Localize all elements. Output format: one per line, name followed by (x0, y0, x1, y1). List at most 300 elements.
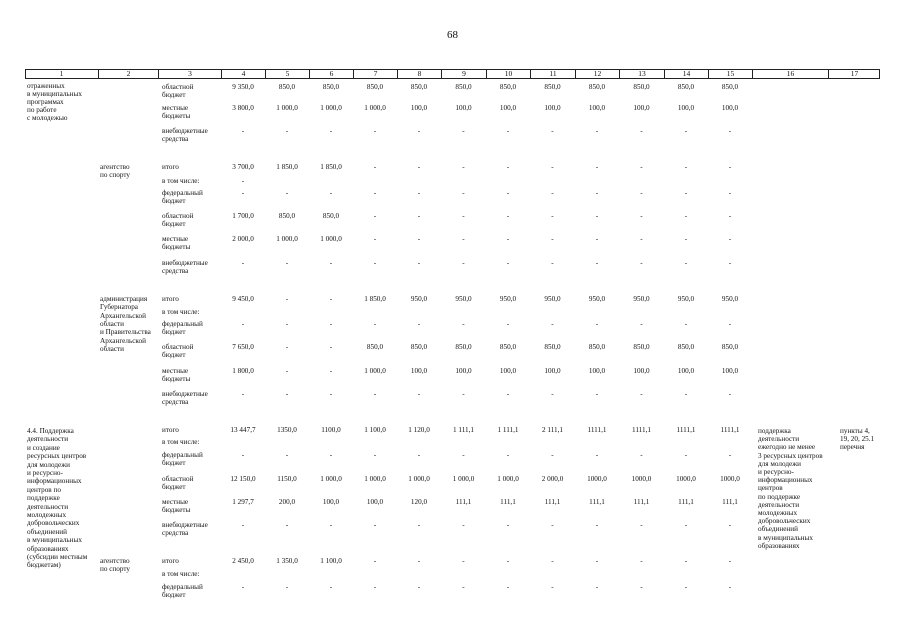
amount-cell: 850,0 (499, 83, 517, 91)
result-description: 3 ресурсных центров (758, 451, 823, 460)
executor-name: по спорту (100, 171, 131, 179)
funding-source: итого (162, 295, 179, 303)
amount-cell: 3 800,0 (232, 104, 254, 112)
result-description: в муниципальных (758, 533, 813, 542)
activity-name: отраженных (27, 82, 65, 90)
header-cell: 12 (575, 69, 619, 79)
funding-source: итого (162, 163, 179, 171)
funding-source: итого (162, 426, 179, 434)
header-cell: 2 (98, 69, 158, 79)
amount-cell: 111,1 (544, 498, 561, 506)
amount-cell: - (551, 163, 554, 171)
funding-source: областной (162, 475, 194, 483)
amount-cell: - (241, 451, 245, 459)
header-cell: 13 (619, 69, 664, 79)
amount-cell: 850,0 (278, 212, 296, 220)
amount-cell: - (684, 390, 688, 398)
amount-cell: - (551, 127, 554, 135)
amount-cell: - (373, 212, 377, 220)
amount-cell: 1 000,0 (320, 475, 342, 483)
amount-cell: - (462, 583, 465, 591)
amount-cell: - (285, 390, 289, 398)
funding-source: местные (162, 367, 189, 375)
amount-cell: - (462, 451, 465, 459)
funding-source: бюджеты (162, 375, 191, 383)
result-description: по поддержке (758, 492, 801, 501)
funding-source: внебюджетные (162, 127, 208, 135)
amount-cell: - (728, 163, 732, 171)
header-cell: 15 (708, 69, 752, 79)
funding-source: местные (162, 498, 189, 506)
funding-source: местные (162, 235, 189, 243)
activity-name: (субсидии местным (27, 553, 88, 561)
amount-cell: 850,0 (322, 212, 340, 220)
amount-cell: - (373, 451, 377, 459)
header-cell: 8 (397, 69, 441, 79)
amount-cell: - (329, 390, 333, 398)
funding-source: бюджет (162, 351, 186, 359)
amount-cell: - (728, 127, 732, 135)
amount-cell: - (551, 320, 554, 328)
amount-cell: - (506, 189, 510, 197)
amount-cell: 950,0 (544, 295, 561, 303)
amount-cell: - (329, 521, 333, 529)
amount-cell: 850,0 (278, 83, 296, 91)
amount-cell: 1100,0 (321, 426, 341, 434)
amount-cell: 1 850,0 (276, 163, 298, 171)
amount-cell: - (462, 320, 465, 328)
amount-cell: 100,0 (410, 104, 428, 112)
amount-cell: - (684, 127, 688, 135)
amount-cell: 850,0 (499, 343, 517, 351)
activity-name: и ресурсно- (27, 469, 63, 477)
funding-source: бюджет (162, 220, 186, 228)
amount-cell: - (506, 259, 510, 267)
amount-cell: - (417, 557, 421, 565)
amount-cell: 850,0 (455, 83, 472, 91)
amount-cell: 100,0 (721, 104, 739, 112)
amount-cell: - (373, 127, 377, 135)
amount-cell: 950,0 (721, 295, 739, 303)
amount-cell: - (506, 212, 510, 220)
amount-cell: 1000,0 (720, 475, 740, 483)
amount-cell: - (506, 521, 510, 529)
amount-cell: - (241, 521, 245, 529)
amount-cell: - (551, 390, 554, 398)
amount-cell: - (329, 583, 333, 591)
amount-cell: 2 000,0 (541, 475, 564, 483)
amount-cell: 1000,0 (676, 475, 696, 483)
amount-cell: 100,0 (588, 104, 606, 112)
amount-cell: - (551, 189, 554, 197)
amount-cell: - (285, 259, 289, 267)
amount-cell: 1 000,0 (320, 104, 342, 112)
activity-name: по работе (27, 106, 57, 114)
amount-cell: - (595, 451, 599, 459)
amount-cell: - (417, 451, 421, 459)
amount-cell: - (329, 343, 333, 351)
activity-name: 4.4. Поддержка (27, 427, 74, 435)
page-number: 68 (447, 29, 458, 41)
amount-cell: 7 650,0 (232, 343, 254, 351)
amount-cell: 850,0 (633, 343, 650, 351)
funding-source: областной (162, 212, 194, 220)
amount-cell: 1150,0 (277, 475, 297, 483)
funding-source: областной (162, 83, 194, 91)
amount-cell: 950,0 (455, 295, 472, 303)
reference-items: перечня (840, 443, 865, 452)
amount-cell: 950,0 (588, 295, 606, 303)
amount-cell: - (462, 557, 465, 565)
amount-cell: - (417, 189, 421, 197)
header-cell: 7 (353, 69, 397, 79)
funding-source: итого (162, 557, 179, 565)
funding-source: федеральный (162, 189, 203, 197)
executor-name: области (100, 344, 125, 353)
result-description: центров (758, 484, 783, 493)
executor-name: Архангельской (100, 336, 146, 345)
amount-cell: - (462, 127, 465, 135)
amount-cell: - (417, 390, 421, 398)
amount-cell: 9 450,0 (232, 295, 254, 303)
executor-name: области (100, 319, 125, 328)
amount-cell: 100,0 (633, 104, 650, 112)
amount-cell: 850,0 (410, 343, 428, 351)
funding-source: федеральный (162, 451, 203, 459)
amount-cell: 200,0 (278, 498, 296, 506)
activity-name: для молодежи (27, 460, 71, 469)
activity-name: с молодежью (27, 114, 68, 122)
amount-cell: 1 000,0 (364, 104, 386, 112)
amount-cell: - (728, 557, 732, 565)
activity-name: объединений (27, 527, 67, 536)
funding-source: бюджет (162, 591, 186, 599)
activity-name: программах (27, 98, 64, 106)
funding-source: внебюджетные (162, 390, 208, 398)
funding-source: федеральный (162, 583, 203, 591)
activity-name: центров по (27, 485, 61, 494)
amount-cell: - (329, 127, 333, 135)
amount-cell: - (329, 451, 333, 459)
amount-cell: - (595, 320, 599, 328)
amount-cell: - (506, 557, 510, 565)
amount-cell: - (551, 259, 554, 267)
activity-name: деятельности (27, 502, 69, 511)
activity-name: информационных (27, 477, 82, 486)
amount-cell: - (329, 259, 333, 267)
amount-cell: - (506, 127, 510, 135)
executor-name: агентство (100, 557, 130, 565)
amount-cell: - (595, 521, 599, 529)
amount-cell: 1 350,0 (276, 557, 298, 565)
header-cell: 10 (486, 69, 530, 79)
amount-cell: - (684, 259, 688, 267)
amount-cell: - (728, 390, 732, 398)
amount-cell: 850,0 (322, 83, 340, 91)
amount-cell: 1350,0 (277, 426, 297, 434)
amount-cell: - (462, 189, 465, 197)
funding-source: средства (162, 267, 189, 275)
activity-name: деятельности (27, 435, 69, 444)
header-cell: 11 (530, 69, 575, 79)
amount-cell: 9 350,0 (232, 83, 254, 91)
header-cell: 16 (752, 69, 828, 79)
result-description: ежегодно не менее (758, 443, 816, 452)
funding-source: бюджеты (162, 243, 191, 251)
header-cell: 6 (309, 69, 353, 79)
amount-cell: - (595, 259, 599, 267)
amount-cell: - (640, 583, 643, 591)
amount-cell: - (417, 163, 421, 171)
amount-cell: 111,1 (678, 498, 694, 506)
amount-cell: - (329, 295, 333, 303)
amount-cell: - (551, 583, 554, 591)
amount-cell: - (728, 189, 732, 197)
amount-cell: - (640, 189, 643, 197)
result-description: деятельности (758, 500, 800, 509)
amount-cell: 1000,0 (587, 475, 607, 483)
amount-cell: 850,0 (677, 343, 695, 351)
amount-cell: 850,0 (588, 83, 606, 91)
amount-cell: - (462, 390, 465, 398)
activity-name: в муниципальных (27, 536, 82, 545)
amount-cell: - (462, 235, 465, 243)
activity-name: в муниципальных (27, 90, 82, 98)
amount-cell: - (684, 163, 688, 171)
amount-cell: 100,0 (721, 367, 739, 375)
amount-cell: - (595, 235, 599, 243)
amount-cell: 850,0 (366, 343, 384, 351)
amount-cell: - (728, 521, 732, 529)
amount-cell: - (373, 557, 377, 565)
amount-cell: - (373, 259, 377, 267)
amount-cell: - (684, 451, 688, 459)
amount-cell: 1 000,0 (276, 104, 298, 112)
amount-cell: 850,0 (544, 83, 561, 91)
funding-source: в том числе: (162, 438, 200, 446)
header-cell: 17 (828, 69, 880, 79)
amount-cell: - (241, 390, 245, 398)
header-cell: 14 (664, 69, 708, 79)
amount-cell: - (285, 451, 289, 459)
amount-cell: 1 850,0 (364, 295, 386, 303)
executor-name: Архангельской (100, 311, 146, 320)
amount-cell: 850,0 (544, 343, 561, 351)
amount-cell: 1 000,0 (364, 367, 386, 375)
funding-source: бюджет (162, 328, 186, 336)
amount-cell: 100,0 (544, 367, 561, 375)
amount-cell: - (373, 583, 377, 591)
activity-name: добровольческих (27, 519, 80, 528)
funding-source: областной (162, 343, 194, 351)
amount-cell: - (551, 235, 554, 243)
amount-cell: - (640, 127, 643, 135)
amount-cell: 1 111,1 (497, 426, 519, 434)
amount-cell: - (551, 212, 554, 220)
funding-source: в том числе: (162, 177, 200, 185)
amount-cell: - (506, 163, 510, 171)
amount-cell: 1 700,0 (232, 212, 254, 220)
amount-cell: 100,0 (677, 367, 695, 375)
amount-cell: - (241, 583, 245, 591)
header-cell: 1 (59, 69, 64, 78)
amount-cell: 1111,1 (587, 426, 607, 434)
funding-source: внебюджетные (162, 259, 208, 267)
amount-cell: - (728, 212, 732, 220)
amount-cell: - (595, 557, 599, 565)
funding-source: бюджет (162, 483, 186, 491)
amount-cell: - (640, 259, 643, 267)
funding-source: бюджеты (162, 112, 191, 120)
amount-cell: 850,0 (721, 343, 739, 351)
amount-cell: - (285, 343, 289, 351)
amount-cell: - (417, 212, 421, 220)
amount-cell: - (684, 521, 688, 529)
funding-source: бюджет (162, 197, 186, 205)
amount-cell: - (684, 583, 688, 591)
amount-cell: - (373, 189, 377, 197)
header-cell: 4 (221, 69, 265, 79)
header-cell: 3 (158, 69, 221, 79)
amount-cell: - (285, 367, 289, 375)
amount-cell: - (640, 390, 643, 398)
amount-cell: - (640, 212, 643, 220)
amount-cell: - (506, 451, 510, 459)
funding-source: федеральный (162, 320, 203, 328)
amount-cell: 100,0 (677, 104, 695, 112)
amount-cell: 950,0 (499, 295, 517, 303)
result-description: поддержка (758, 427, 791, 435)
amount-cell: - (640, 163, 643, 171)
amount-cell: 1111,1 (720, 426, 740, 434)
executor-name: Губернатора (100, 303, 138, 312)
result-description: информационных (758, 476, 813, 485)
amount-cell: 850,0 (455, 343, 472, 351)
activity-name: бюджетам) (27, 561, 61, 570)
amount-cell: - (506, 390, 510, 398)
amount-cell: - (595, 212, 599, 220)
amount-cell: - (373, 390, 377, 398)
amount-cell: 100,0 (410, 367, 428, 375)
activity-name: образованиях (27, 544, 69, 553)
amount-cell: 2 450,0 (232, 557, 254, 565)
result-description: деятельности (758, 435, 800, 444)
amount-cell: - (285, 320, 289, 328)
amount-cell: - (373, 235, 377, 243)
amount-cell: 1 000,0 (276, 235, 298, 243)
executor-name: администрация (100, 295, 148, 303)
amount-cell: - (595, 163, 599, 171)
amount-cell: - (285, 127, 289, 135)
amount-cell: - (728, 451, 732, 459)
executor-name: по спорту (100, 565, 131, 573)
amount-cell: - (728, 583, 732, 591)
amount-cell: 111,1 (722, 498, 738, 506)
amount-cell: 1 111,1 (452, 426, 475, 434)
activity-name: поддержке (27, 494, 60, 503)
amount-cell: - (241, 127, 245, 135)
amount-cell: 850,0 (721, 83, 739, 91)
amount-cell: - (417, 127, 421, 135)
amount-cell: 1 120,0 (408, 426, 430, 434)
funding-source: бюджеты (162, 506, 191, 514)
amount-cell: 2 111,1 (541, 426, 564, 434)
amount-cell: 950,0 (410, 295, 428, 303)
result-description: образованиях (758, 541, 800, 550)
amount-cell: - (640, 320, 643, 328)
amount-cell: - (373, 163, 377, 171)
amount-cell: 13 447,7 (230, 426, 256, 434)
amount-cell: 111,1 (455, 498, 472, 506)
amount-cell: 1 850,0 (320, 163, 342, 171)
amount-cell: 1 800,0 (232, 367, 254, 375)
amount-cell: 2 000,0 (232, 235, 254, 243)
amount-cell: 100,0 (499, 367, 517, 375)
amount-cell: - (285, 189, 289, 197)
amount-cell: 1 100,0 (320, 557, 342, 565)
funding-source: местные (162, 104, 189, 112)
amount-cell: 850,0 (633, 83, 650, 91)
executor-name: и Правительства (100, 328, 151, 337)
amount-cell: - (684, 557, 688, 565)
reference-items: пункты 4, (840, 427, 870, 435)
amount-cell: - (241, 177, 245, 185)
amount-cell: - (640, 521, 643, 529)
amount-cell: - (373, 320, 377, 328)
amount-cell: - (329, 189, 333, 197)
amount-cell: - (329, 367, 333, 375)
funding-source: внебюджетные (162, 521, 208, 529)
amount-cell: 1 100,0 (364, 426, 386, 434)
executor-name: агентство (100, 163, 130, 171)
amount-cell: 12 150,0 (230, 475, 256, 483)
amount-cell: 111,1 (500, 498, 516, 506)
amount-cell: 100,0 (544, 104, 561, 112)
header-cell: 5 (265, 69, 309, 79)
funding-source: средства (162, 398, 189, 406)
amount-cell: 3 700,0 (232, 163, 254, 171)
amount-cell: 100,0 (633, 367, 650, 375)
amount-cell: - (241, 320, 245, 328)
amount-cell: - (417, 521, 421, 529)
amount-cell: 100,0 (588, 367, 606, 375)
funding-source: бюджет (162, 91, 186, 99)
amount-cell: - (417, 320, 421, 328)
amount-cell: 1 297,7 (232, 498, 254, 506)
amount-cell: - (551, 557, 554, 565)
amount-cell: - (462, 163, 465, 171)
amount-cell: 1 000,0 (497, 475, 519, 483)
activity-name: и создание (27, 443, 60, 452)
result-description: и ресурсно- (758, 468, 794, 476)
amount-cell: 120,0 (410, 498, 428, 506)
reference-items: 19, 20, 25.1 (840, 435, 875, 444)
funding-source: средства (162, 529, 189, 537)
amount-cell: - (595, 189, 599, 197)
amount-cell: 1 000,0 (452, 475, 475, 483)
amount-cell: 1111,1 (676, 426, 696, 434)
result-description: добровольческих (758, 517, 811, 526)
amount-cell: 100,0 (499, 104, 517, 112)
amount-cell: - (462, 259, 465, 267)
amount-cell: 100,0 (455, 367, 472, 375)
amount-cell: 1 000,0 (408, 475, 430, 483)
amount-cell: - (506, 583, 510, 591)
result-description: для молодежи (758, 459, 802, 468)
result-description: молодежных (758, 509, 798, 517)
amount-cell: - (417, 235, 421, 243)
funding-source: в том числе: (162, 308, 200, 316)
